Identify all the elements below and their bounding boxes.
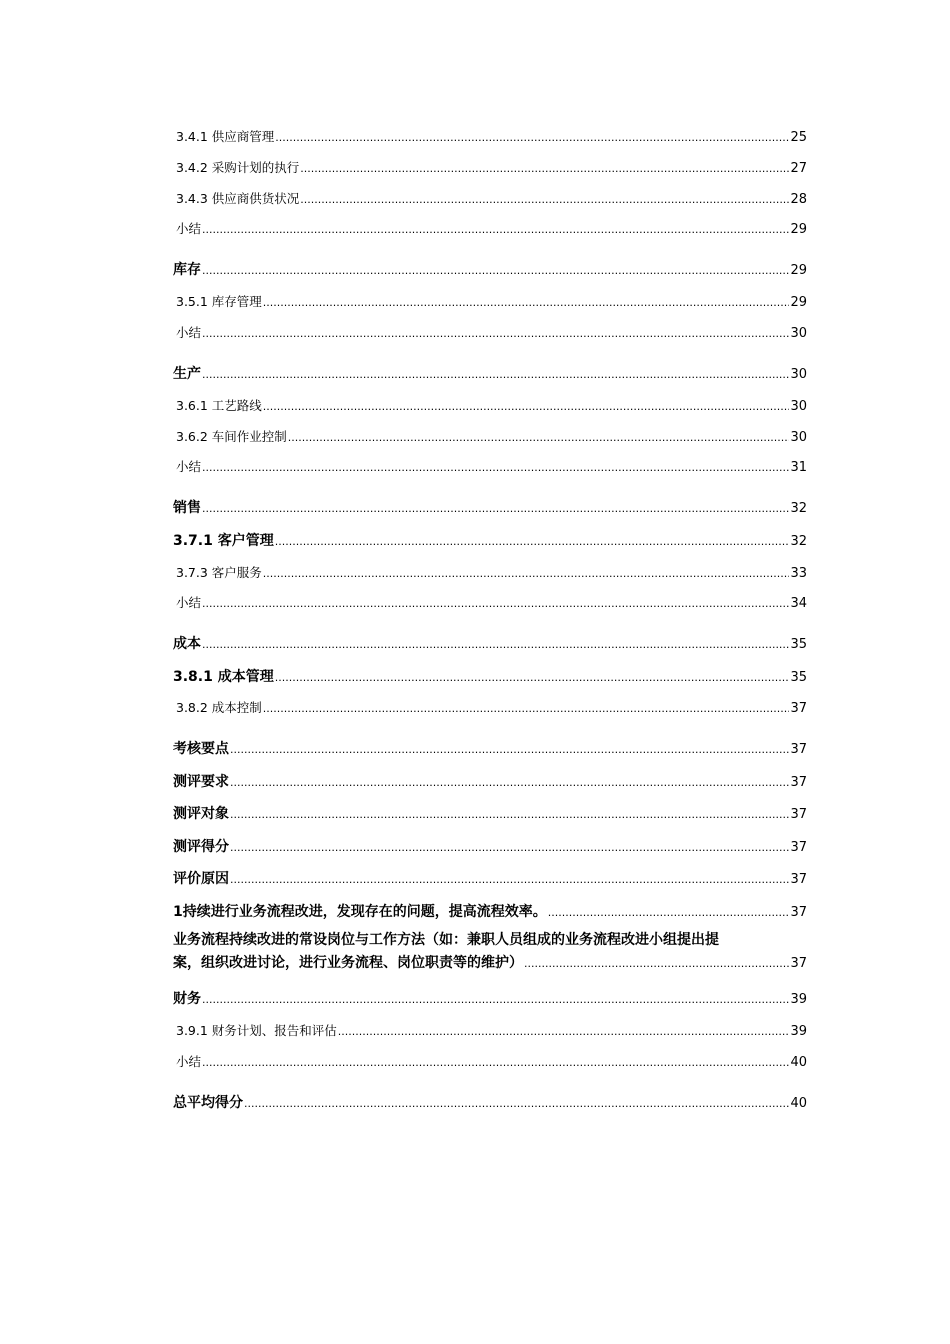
toc-section-title: 生产 <box>173 366 201 382</box>
toc-section-title-line2: 案，组织改进讨论，进行业务流程、岗位职责等的维护） <box>173 955 523 971</box>
toc-entry-page: 34 <box>790 596 807 611</box>
toc-section-page: 39 <box>790 992 807 1007</box>
toc-section[interactable] <box>173 868 807 888</box>
toc-section-title: 测评得分 <box>173 839 229 855</box>
toc-entry[interactable] <box>176 698 807 716</box>
toc-entry-title: 3.7.1 客户管理 <box>173 533 274 549</box>
toc-entry-title: 小结 <box>176 595 202 610</box>
toc-section-multiline[interactable] <box>173 929 807 975</box>
toc-entry-page: 33 <box>790 566 807 581</box>
dot-leader <box>263 400 790 413</box>
toc-section[interactable] <box>173 497 807 517</box>
toc-section-title: 测评要求 <box>173 774 229 790</box>
toc-section-page: 35 <box>790 637 807 652</box>
toc-section-page: 37 <box>790 840 807 855</box>
toc-entry-page: 30 <box>790 430 807 445</box>
toc-entry-title: 3.6.2 车间作业控制 <box>176 429 287 444</box>
toc-entry-page: 25 <box>790 130 807 145</box>
dot-leader <box>230 808 789 821</box>
toc-section-title: 销售 <box>173 500 201 516</box>
dot-leader <box>202 264 789 277</box>
toc-section-title: 1持续进行业务流程改进，发现存在的问题，提高流程效率。 <box>173 904 547 920</box>
toc-entry-title: 3.4.1 供应商管理 <box>176 129 275 144</box>
toc-entry-title: 3.8.2 成本控制 <box>176 700 262 715</box>
toc-entry-page: 29 <box>790 295 807 310</box>
dot-leader <box>275 671 790 684</box>
toc-section-page: 40 <box>790 1096 807 1111</box>
dot-leader <box>548 906 790 919</box>
toc-section-page: 37 <box>790 775 807 790</box>
dot-leader <box>202 327 789 340</box>
toc-section[interactable] <box>173 259 807 279</box>
toc-entry-title: 3.9.1 财务计划、报告和评估 <box>176 1023 337 1038</box>
toc-entry-page: 39 <box>790 1024 807 1039</box>
toc-entry-page: 35 <box>790 670 807 685</box>
toc-entry[interactable] <box>173 666 807 686</box>
toc-entry-title: 3.4.3 供应商供货状况 <box>176 191 300 206</box>
toc-entry[interactable] <box>176 457 807 475</box>
dot-leader <box>202 597 789 610</box>
toc-section-page: 32 <box>790 501 807 516</box>
dot-leader <box>300 162 789 175</box>
dot-leader <box>230 873 789 886</box>
dot-leader <box>202 993 789 1006</box>
toc-entry-title: 3.8.1 成本管理 <box>173 669 274 685</box>
toc-entry[interactable] <box>176 292 807 310</box>
dot-leader <box>263 567 790 580</box>
toc-entry[interactable] <box>176 219 807 237</box>
dot-leader <box>263 702 790 715</box>
toc-entry[interactable] <box>176 427 807 445</box>
toc-entry-page: 30 <box>790 326 807 341</box>
toc-entry-title: 3.5.1 库存管理 <box>176 294 262 309</box>
toc-section-page: 37 <box>790 956 807 971</box>
toc-section[interactable] <box>173 901 807 921</box>
toc-section-page: 29 <box>790 263 807 278</box>
toc-entry[interactable] <box>176 189 807 207</box>
toc-entry[interactable] <box>176 593 807 611</box>
toc-entry-page: 32 <box>790 534 807 549</box>
dot-leader <box>288 431 790 444</box>
toc-section[interactable] <box>173 363 807 383</box>
dot-leader <box>524 952 789 975</box>
toc-entry-page: 29 <box>790 222 807 237</box>
toc-section-title: 测评对象 <box>173 806 229 822</box>
dot-leader <box>202 638 789 651</box>
dot-leader <box>230 776 789 789</box>
toc-entry-title: 3.7.3 客户服务 <box>176 565 262 580</box>
toc-section-title: 考核要点 <box>173 741 229 757</box>
toc-entry[interactable] <box>173 530 807 550</box>
toc-section[interactable] <box>173 633 807 653</box>
toc-entry-page: 37 <box>790 701 807 716</box>
dot-leader <box>338 1025 790 1038</box>
toc-entry[interactable] <box>176 1021 807 1039</box>
toc-entry[interactable] <box>176 1052 807 1070</box>
dot-leader <box>275 131 789 144</box>
dot-leader <box>202 223 789 236</box>
toc-section-title: 财务 <box>173 991 201 1007</box>
dot-leader <box>230 841 789 854</box>
toc-entry[interactable] <box>176 396 807 414</box>
toc-entry-title: 小结 <box>176 459 202 474</box>
dot-leader <box>275 535 790 548</box>
toc-section[interactable] <box>173 836 807 856</box>
dot-leader <box>230 743 789 756</box>
toc-entry[interactable] <box>176 158 807 176</box>
toc-entry-title: 小结 <box>176 325 202 340</box>
toc-entry-page: 30 <box>790 399 807 414</box>
toc-entry-page: 40 <box>790 1055 807 1070</box>
toc-entry[interactable] <box>176 563 807 581</box>
dot-leader <box>202 1056 789 1069</box>
toc-entry-page: 27 <box>790 161 807 176</box>
toc-section-page: 37 <box>790 872 807 887</box>
dot-leader <box>202 368 789 381</box>
toc-section-page: 30 <box>790 367 807 382</box>
toc-section-title: 总平均得分 <box>173 1095 243 1111</box>
dot-leader <box>263 296 790 309</box>
toc-section-page: 37 <box>790 905 807 920</box>
dot-leader <box>202 461 789 474</box>
toc-entry-title: 3.4.2 采购计划的执行 <box>176 160 300 175</box>
toc-entry[interactable] <box>176 323 807 341</box>
toc-entry-page: 31 <box>790 460 807 475</box>
toc-entry-title: 3.6.1 工艺路线 <box>176 398 262 413</box>
dot-leader <box>244 1097 789 1110</box>
dot-leader <box>300 193 789 206</box>
toc-section-title: 成本 <box>173 636 201 652</box>
toc-entry-title: 小结 <box>176 1054 202 1069</box>
toc-section[interactable] <box>173 988 807 1008</box>
toc-section[interactable] <box>173 771 807 791</box>
toc-entry-title: 小结 <box>176 221 202 236</box>
toc-section-page: 37 <box>790 807 807 822</box>
toc-section-title-line1: 业务流程持续改进的常设岗位与工作方法（如：兼职人员组成的业务流程改进小组提出提 <box>173 932 719 948</box>
toc-entry[interactable] <box>176 127 807 145</box>
toc-section[interactable] <box>173 1092 807 1112</box>
toc-section-page: 37 <box>790 742 807 757</box>
toc-section-title: 评价原因 <box>173 871 229 887</box>
dot-leader <box>202 502 789 515</box>
toc-section[interactable] <box>173 803 807 823</box>
toc-entry-page: 28 <box>790 192 807 207</box>
toc-section-title: 库存 <box>173 262 201 278</box>
toc-section[interactable] <box>173 738 807 758</box>
